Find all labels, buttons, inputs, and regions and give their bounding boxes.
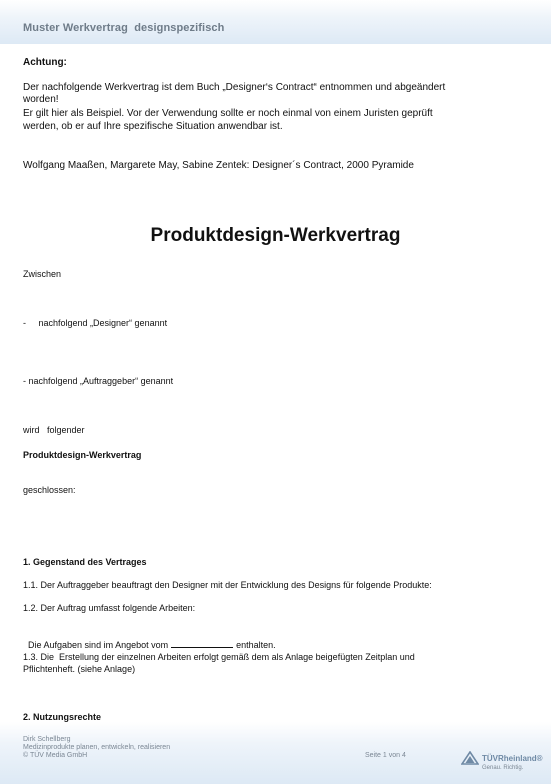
offer-date-line: [23, 627, 276, 651]
offer-date-blank: [171, 638, 233, 648]
offer-date-text-end: enthalten.: [236, 640, 276, 650]
section-1-2: 1.2. Der Auftrag umfasst folgende Arbeiten:: [23, 603, 196, 613]
section-1-heading: 1. Gegenstand des Vertrages: [23, 557, 147, 567]
contract-subtitle: Produktdesign-Werkvertrag: [23, 450, 142, 460]
designer-party-line: - nachfolgend „Designer“ genannt: [23, 318, 168, 328]
footer-author: Dirk Schellberg: [23, 736, 71, 743]
book-citation: Wolfgang Maaßen, Margarete May, Sabine Zentek: Designer´s Contract, 2000 Pyramide: [23, 160, 414, 171]
footer-subtitle: Medizinprodukte planen, entwickeln, realisieren: [23, 744, 171, 751]
notice-line: Der nachfolgende Werkvertrag ist dem Buch „Designer‘s Contract“ entnommen und abgeändert: [23, 82, 446, 93]
notice-heading: Achtung:: [23, 57, 67, 68]
page-number: Seite 1 von 4: [365, 752, 406, 759]
client-party-line: - nachfolgend „Auftraggeber“ genannt: [23, 376, 174, 386]
contract-title: Produktdesign-Werkvertrag: [150, 225, 401, 246]
concluded-label: geschlossen:: [23, 485, 76, 495]
between-label: Zwischen: [23, 269, 62, 279]
section-2-heading: 2. Nutzungsrechte: [23, 712, 102, 722]
header-title: Muster Werkvertrag designspezifisch: [23, 22, 225, 34]
notice-line: Er gilt hier als Beispiel. Vor der Verwendung sollte er noch einmal von einem Juristen geprüft: [23, 108, 433, 119]
brand-slogan: Genau. Richtig.: [482, 765, 524, 771]
section-1-3: 1.3. Die Erstellung der einzelnen Arbeiten erfolgt gemäß dem als Anlage beigefügten Zeitplan und: [23, 652, 415, 662]
tuv-triangle-logo: [461, 751, 479, 765]
notice-line: werden, ob er auf Ihre spezifische Situation anwendbar ist.: [23, 121, 283, 132]
notice-line: worden!: [23, 94, 59, 105]
following-label: wird folgender: [23, 425, 85, 435]
brand-name: TÜVRheinland®: [482, 754, 543, 763]
section-1-3-cont: Pflichtenheft. (siehe Anlage): [23, 664, 136, 674]
section-1-1: 1.1. Der Auftraggeber beauftragt den Designer mit der Entwicklung des Designs für folgende Produkte:: [23, 580, 432, 590]
footer-copyright: © TÜV Media GmbH: [23, 752, 88, 759]
offer-date-text: Die Aufgaben sind im Angebot vom: [28, 640, 169, 650]
page-header: [0, 0, 551, 44]
